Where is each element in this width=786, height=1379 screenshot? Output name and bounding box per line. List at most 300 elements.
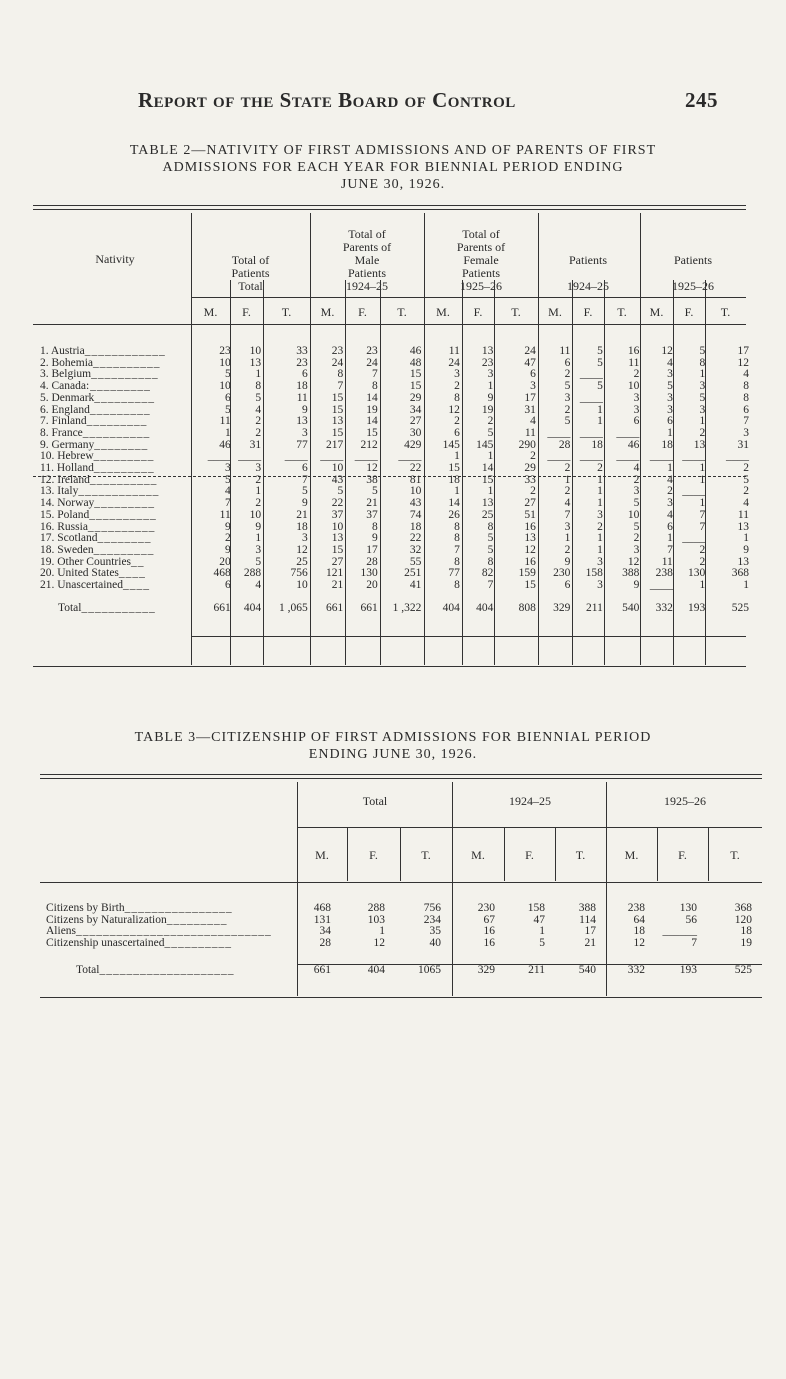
table-cell: 5: [597, 346, 603, 357]
table2-col-divider: [673, 280, 674, 665]
table-cell: 34: [409, 404, 422, 416]
table-row: [46, 903, 762, 915]
row-leader: ________________: [124, 903, 233, 914]
row-label-text: 4. Canada: [40, 381, 86, 393]
row-label-text: Aliens: [46, 926, 77, 938]
table2-subhead: M.: [649, 305, 664, 319]
table-cell: 27: [409, 416, 422, 428]
table-cell: 2: [255, 474, 262, 486]
table-cell: 81: [409, 474, 422, 486]
table3-title-line: ENDING JUNE 30, 1926.: [308, 747, 478, 762]
table-cell: 1: [699, 498, 706, 510]
table-cell: 103: [367, 914, 385, 926]
table3-group-header: 1925–26: [664, 794, 706, 808]
table-cell: 16: [483, 926, 495, 938]
row-label: [40, 498, 194, 510]
table-cell: 5: [564, 416, 571, 428]
table-cell: 41: [409, 580, 422, 592]
table3-head-rule: [40, 882, 762, 883]
row-label: [40, 580, 194, 592]
row-label-text: 12. Ireland: [40, 474, 90, 486]
table-cell: 4: [667, 509, 673, 521]
table-cell: 9: [633, 580, 640, 592]
group-line: Parents of: [342, 240, 392, 254]
table-cell: 3: [255, 544, 262, 556]
table-cell: 6: [302, 369, 308, 381]
table-cell: 7: [487, 580, 494, 592]
table2-title-line: JUNE 30, 1926.: [340, 177, 446, 192]
table-cell: 8: [454, 521, 460, 533]
table-cell: 13: [331, 416, 344, 428]
row-label: [46, 960, 297, 980]
table-cell: 27: [524, 498, 536, 510]
table2-subhead: M.: [203, 305, 218, 319]
table-cell: 288: [367, 903, 385, 914]
table-cell: 329: [477, 963, 495, 976]
table-cell: 3: [487, 369, 494, 381]
table-cell: 130: [688, 568, 706, 580]
table-cell: 18: [661, 439, 673, 451]
table-cell: 756: [423, 903, 441, 914]
row-label-text: 7. Finland: [40, 416, 87, 428]
table-cell: ____: [320, 451, 344, 463]
table-cell: 40: [429, 938, 441, 950]
table-cell: 1: [379, 926, 385, 938]
table-cell: 217: [326, 439, 344, 451]
table-cell: 329: [553, 601, 571, 614]
table-cell: 2: [255, 416, 262, 428]
table-cell: 2: [633, 474, 640, 486]
table-cell: 2: [454, 381, 460, 393]
row-leader: ________: [97, 533, 152, 545]
table-cell: 21: [366, 498, 378, 510]
table-cell: 1 ,065: [279, 601, 308, 614]
table-cell: 10: [409, 486, 422, 498]
table-cell: 43: [331, 474, 344, 486]
table2-subhead: M.: [436, 305, 450, 319]
table-cell: 31: [737, 439, 749, 451]
table-cell: 3: [667, 392, 673, 404]
table-cell: 145: [442, 439, 460, 451]
table-cell: 8: [454, 392, 460, 404]
table-cell: 16: [627, 346, 640, 357]
table-cell: 10: [331, 521, 344, 533]
table-cell: 121: [326, 568, 344, 580]
table-cell: 5: [699, 392, 706, 404]
row-leader: __________: [91, 369, 159, 381]
table-cell: 3: [699, 404, 706, 416]
table-cell: 82: [481, 568, 494, 580]
row-label: [40, 405, 194, 417]
table-cell: 11: [524, 427, 536, 439]
table-cell: 7: [699, 509, 706, 521]
table-cell: 21: [296, 509, 308, 521]
row-label-text: Total: [58, 601, 82, 614]
table-cell: 11: [737, 509, 749, 521]
row-label-text: 17. Scotland: [40, 533, 98, 545]
table-cell: ____: [354, 451, 378, 463]
table-cell: 230: [477, 903, 495, 914]
table-row: [40, 358, 752, 370]
table-cell: 18: [448, 474, 460, 486]
table2-group-divider: [640, 213, 641, 665]
table-cell: 2: [699, 544, 706, 556]
table-cell: 3: [633, 486, 640, 498]
table-cell: 5: [487, 427, 494, 439]
table-cell: 1: [699, 416, 706, 428]
table-cell: 8: [371, 521, 378, 533]
table-cell: 234: [423, 914, 441, 926]
table-cell: 33: [296, 346, 308, 357]
table-cell: 22: [409, 463, 422, 475]
table-cell: 1: [699, 474, 706, 486]
table-cell: 7: [743, 416, 749, 428]
table-cell: 2: [487, 416, 494, 428]
table-cell: 3: [597, 556, 603, 568]
row-leader: __________: [82, 427, 151, 439]
table-cell: 18: [296, 521, 308, 533]
table-cell: 145: [476, 439, 494, 451]
table-cell: 2: [633, 369, 640, 381]
spacer-row: [46, 950, 762, 960]
table-cell: 8: [454, 533, 460, 545]
table-cell: 74: [409, 509, 422, 521]
table-cell: 1: [699, 463, 706, 475]
table-cell: 8: [487, 556, 494, 568]
table2-group-divider: [191, 213, 192, 665]
table2-subhead: M.: [320, 305, 335, 319]
table-cell: 1: [597, 416, 603, 428]
row-label: [40, 598, 194, 618]
table-cell: 14: [448, 498, 460, 510]
table-row: [40, 475, 752, 487]
table-cell: 55: [409, 556, 422, 568]
table-cell: 808: [518, 601, 536, 614]
table-cell: 3: [667, 369, 673, 381]
group-line: Male: [354, 253, 380, 267]
table-cell: 2: [597, 521, 603, 533]
row-leader: _________: [94, 392, 156, 404]
running-head-title: Report of the State Board of Control: [138, 88, 516, 112]
row-label-text: 20. United States: [40, 568, 119, 580]
table-cell: 47: [533, 914, 545, 926]
table-cell: 6: [667, 416, 673, 428]
table-cell: 8: [699, 357, 706, 369]
table-cell: 29: [524, 463, 536, 475]
table-cell: 5: [539, 938, 545, 950]
table-cell: 3: [667, 498, 673, 510]
table2-subhead: F.: [684, 305, 694, 319]
table3-body: [46, 903, 762, 980]
table-cell: 661: [213, 601, 231, 614]
table-cell: 15: [524, 580, 536, 592]
row-label: [46, 938, 297, 950]
table3-subhead: T.: [575, 848, 586, 862]
table-cell: ____: [616, 427, 640, 439]
table3-total-row: [46, 960, 762, 980]
table-cell: 468: [313, 903, 331, 914]
table-row: [40, 428, 752, 440]
row-label-text: 15. Poland: [40, 509, 90, 521]
table2-col-divider: [494, 280, 495, 665]
table-cell: ____: [579, 392, 603, 404]
row-label: [40, 369, 194, 381]
table-cell: 212: [360, 439, 378, 451]
table-cell: 31: [249, 439, 262, 451]
table-cell: 19: [740, 938, 752, 950]
table-cell: 404: [442, 601, 460, 614]
table-cell: 24: [331, 357, 344, 369]
row-label: [40, 440, 194, 452]
row-label: [40, 393, 194, 405]
table-cell: 4: [224, 486, 231, 498]
table-cell: 3: [564, 392, 571, 404]
table-cell: ____: [682, 533, 706, 545]
table-cell: 21: [331, 580, 344, 592]
row-label-text: 16. Russia: [40, 521, 88, 533]
table-cell: 20: [219, 556, 231, 568]
table-cell: 756: [290, 568, 308, 580]
table-cell: 332: [627, 963, 645, 976]
table3-title-line: TABLE 3—CITIZENSHIP OF FIRST ADMISSIONS FOR BIENNIAL PERIOD: [134, 730, 652, 745]
table-cell: 2: [564, 463, 571, 475]
table-cell: 28: [558, 439, 571, 451]
table2-group-divider: [310, 213, 311, 665]
table-cell: 1: [699, 369, 706, 381]
table-cell: ____: [649, 580, 673, 592]
table-cell: 19: [481, 404, 494, 416]
table-cell: 12: [633, 938, 645, 950]
group-line: Patients: [231, 266, 270, 280]
table-cell: 3: [530, 381, 536, 393]
table-cell: 12: [448, 404, 460, 416]
table2-title: [30, 142, 756, 193]
table-cell: 17: [737, 346, 749, 357]
table-cell: 21: [584, 938, 596, 950]
table-cell: 18: [633, 926, 645, 938]
table-cell: 3: [454, 369, 460, 381]
table-cell: 28: [366, 556, 378, 568]
table-cell: 2: [564, 369, 571, 381]
table-cell: 13: [249, 357, 262, 369]
table-cell: 25: [481, 509, 494, 521]
table-cell: 24: [524, 346, 536, 357]
table-cell: 11: [661, 556, 673, 568]
table-cell: 290: [518, 439, 536, 451]
table-cell: 12: [296, 544, 308, 556]
table-cell: 10: [627, 381, 640, 393]
table-cell: ____: [284, 451, 308, 463]
table-cell: 1065: [418, 963, 441, 976]
table3-col-divider: [504, 827, 505, 881]
row-leader: ___________: [81, 601, 156, 614]
table-cell: 6: [564, 580, 571, 592]
row-leader: ____________: [84, 346, 166, 357]
row-label-text: 11. Holland: [40, 463, 94, 475]
table-cell: 14: [366, 392, 378, 404]
table3-subhead: M.: [315, 848, 329, 862]
group-line: Patients: [674, 253, 712, 267]
row-leader: ____________________: [99, 963, 235, 976]
table-cell: 1: [487, 451, 494, 463]
table-cell: ____: [682, 486, 706, 498]
table-cell: 1: [255, 369, 262, 381]
table-cell: 661: [313, 963, 331, 976]
table-cell: 211: [586, 601, 603, 614]
table2-group-header: [193, 254, 308, 293]
table-cell: 13: [331, 533, 344, 545]
table-cell: 23: [366, 346, 378, 357]
table-cell: 1: [539, 926, 545, 938]
table-cell: 26: [448, 509, 460, 521]
table-cell: 6: [454, 427, 460, 439]
table-cell: 8: [743, 392, 749, 404]
table-row: [40, 463, 752, 475]
table-cell: 5: [633, 498, 640, 510]
table-cell: 28: [319, 938, 331, 950]
row-label: [40, 346, 194, 358]
table-cell: 404: [367, 963, 385, 976]
group-line: 1925–26: [460, 279, 502, 293]
table-cell: 9: [564, 556, 571, 568]
table-cell: 1: [597, 486, 603, 498]
table-cell: 1: [454, 451, 460, 463]
table-cell: 37: [366, 509, 378, 521]
table-cell: 16: [483, 938, 495, 950]
table-row: [46, 926, 762, 938]
row-label: [40, 486, 194, 498]
row-leader: __________: [89, 474, 158, 486]
table-cell: 11: [628, 357, 640, 369]
table-cell: 7: [699, 521, 706, 533]
row-label-text: 1. Austria: [40, 346, 85, 357]
table-cell: ______: [662, 926, 697, 938]
table-row: [40, 381, 752, 393]
table-cell: 47: [524, 357, 536, 369]
row-label: [40, 463, 194, 475]
row-label-text: 14. Norway: [40, 498, 95, 510]
table-cell: 1: [224, 427, 231, 439]
row-label-text: 5. Denmark: [40, 392, 95, 404]
table-cell: 429: [404, 439, 422, 451]
row-leader: _________: [86, 416, 148, 428]
table-row: [40, 510, 752, 522]
table-cell: 7: [224, 498, 231, 510]
table2-col-divider: [230, 280, 231, 665]
table-cell: 6: [667, 521, 673, 533]
table-row: [40, 405, 752, 417]
row-label: [40, 381, 194, 393]
table2-col-divider: [263, 280, 264, 665]
table2-body: [40, 346, 752, 618]
table-cell: 11: [559, 346, 571, 357]
table-cell: 6: [564, 357, 571, 369]
row-leader: _________: [89, 404, 151, 416]
table-cell: 2: [530, 451, 536, 463]
table-cell: 31: [524, 404, 536, 416]
table-cell: 1: [564, 533, 571, 545]
table-cell: 29: [409, 392, 422, 404]
table-row: [40, 557, 752, 569]
table2-subhead: T.: [617, 305, 627, 319]
row-label: [40, 475, 194, 487]
table-cell: 193: [679, 963, 697, 976]
table-cell: 13: [481, 346, 494, 357]
table-cell: 8: [454, 556, 460, 568]
table3-col-divider: [347, 827, 348, 881]
table-cell: 17: [366, 544, 378, 556]
running-head: [138, 88, 718, 113]
group-line: Patients: [348, 266, 386, 280]
table2-subhead: M.: [548, 305, 562, 319]
table-cell: 2: [530, 486, 536, 498]
table3-col-divider: [657, 827, 658, 881]
table2-group-header: [640, 254, 746, 293]
table-cell: 2: [255, 498, 262, 510]
table-cell: 1: [597, 544, 603, 556]
table-cell: 23: [331, 346, 344, 357]
table3-bottom-rule: [40, 997, 762, 998]
table-cell: ____: [616, 451, 640, 463]
table-cell: 15: [481, 474, 494, 486]
table2-group-divider: [424, 213, 425, 665]
table-cell: 5: [337, 486, 344, 498]
table-cell: 2: [667, 486, 673, 498]
group-line: Total of: [462, 227, 500, 241]
table-cell: 158: [585, 568, 603, 580]
table-cell: 5: [487, 533, 494, 545]
table3-top-rule-2: [40, 778, 762, 779]
table2-subhead: F.: [473, 305, 483, 319]
table-cell: 251: [404, 568, 422, 580]
table-cell: 2: [743, 463, 749, 475]
table-cell: 6: [633, 416, 640, 428]
table-cell: 661: [326, 601, 344, 614]
table-cell: 6: [302, 463, 308, 475]
table-cell: 12: [366, 463, 378, 475]
table-cell: 14: [366, 416, 378, 428]
table-cell: 211: [528, 963, 545, 976]
table-cell: 13: [481, 498, 494, 510]
row-label-text: Citizenship unascertained: [46, 938, 165, 950]
table2-subhead: T.: [281, 305, 292, 319]
table2-total-rule: [191, 636, 746, 637]
table-cell: 131: [313, 914, 331, 926]
table-cell: 5: [302, 486, 308, 498]
table2-subhead-rule: [191, 297, 746, 298]
table-cell: 77: [448, 568, 460, 580]
table-cell: 19: [366, 404, 378, 416]
table-cell: 23: [219, 346, 231, 357]
table-cell: 8: [487, 521, 494, 533]
table-cell: 1: [667, 533, 673, 545]
table-cell: 13: [693, 439, 706, 451]
table-cell: 20: [366, 580, 378, 592]
table-cell: 4: [633, 463, 640, 475]
table-cell: 1: [255, 486, 262, 498]
table-cell: 3: [743, 427, 749, 439]
table-cell: 5: [564, 381, 571, 393]
table-cell: 34: [319, 926, 331, 938]
table-cell: 12: [661, 346, 673, 357]
table-cell: 13: [296, 416, 308, 428]
table-cell: 15: [409, 381, 422, 393]
row-leader: ________: [94, 439, 149, 451]
table-cell: 4: [564, 498, 571, 510]
table-cell: 1: [743, 533, 749, 545]
table-cell: ____: [238, 451, 262, 463]
table2-group-header: [426, 228, 536, 293]
